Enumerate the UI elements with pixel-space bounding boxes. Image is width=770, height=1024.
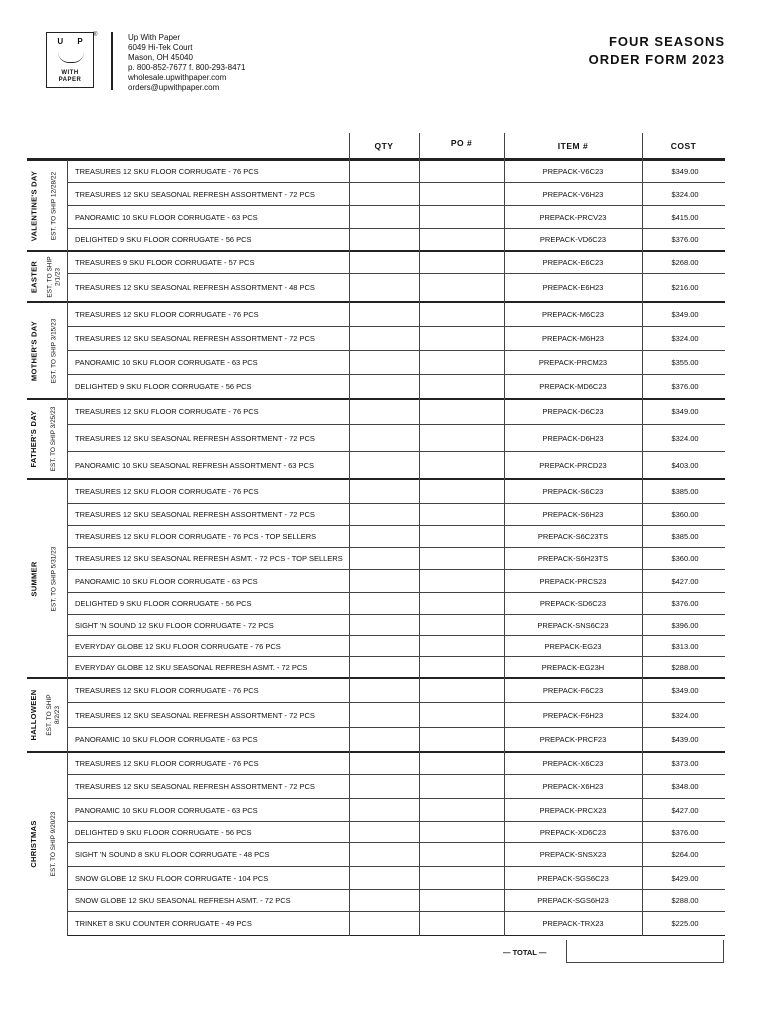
- item-cost: $216.00: [671, 283, 699, 292]
- qty-input[interactable]: [349, 479, 419, 503]
- item-number: PREPACK-PRCV23: [539, 212, 607, 222]
- qty-input[interactable]: [349, 229, 419, 250]
- item-number: PREPACK-M6C23: [542, 309, 604, 319]
- table-row: [67, 657, 725, 678]
- item-cost: $264.00: [671, 850, 699, 859]
- po-input[interactable]: [419, 160, 504, 182]
- item-cost: $288.00: [671, 896, 699, 905]
- table-row: [67, 752, 725, 775]
- product-description: TREASURES 12 SKU SEASONAL REFRESH ASSORTMENT - 72 PCS: [75, 189, 315, 199]
- ship-date-line: EST. TO SHIP 9/20/23: [50, 811, 57, 877]
- logo-bottom-line: PAPER: [58, 77, 82, 83]
- product-description: SIGHT 'N SOUND 8 SKU FLOOR CORRUGATE - 48 PCS: [75, 850, 270, 859]
- item-number: PREPACK-V6H23: [542, 189, 604, 199]
- qty-input[interactable]: [349, 548, 419, 569]
- item-number: PREPACK-PRCD23: [539, 460, 607, 470]
- ship-date-line: EST. TO SHIP 3/15/23: [50, 318, 57, 383]
- item-cost: $225.00: [671, 919, 699, 928]
- product-description: TREASURES 12 SKU FLOOR CORRUGATE - 76 PCS: [75, 166, 259, 176]
- table-row: [67, 636, 725, 657]
- total-field[interactable]: [566, 940, 724, 963]
- product-description: SNOW GLOBE 12 SKU FLOOR CORRUGATE - 104 PCS: [75, 873, 269, 883]
- item-cost: $373.00: [671, 758, 699, 768]
- season-name: HALLOWEEN: [29, 689, 38, 741]
- qty-input[interactable]: [349, 867, 419, 889]
- item-cost: $268.00: [671, 257, 699, 267]
- po-input[interactable]: [419, 183, 504, 205]
- logo-top-text: U P: [57, 37, 89, 46]
- company-address: [128, 33, 245, 93]
- po-input[interactable]: [419, 728, 504, 751]
- title-line: FOUR SEASONS: [608, 34, 725, 49]
- table-row: [67, 327, 725, 351]
- item-number: PREPACK-V6C23: [542, 166, 604, 176]
- item-header: ITEM #: [557, 140, 589, 151]
- item-cost: $427.00: [671, 805, 699, 815]
- table-row: [67, 375, 725, 399]
- product-description: TREASURES 12 SKU FLOOR CORRUGATE - 76 PCS - TOP SELLERS: [75, 532, 317, 541]
- table-row: [67, 229, 725, 251]
- product-description: PANORAMIC 10 SKU SEASONAL REFRESH ASSORTMENT - 63 PCS: [75, 460, 314, 470]
- product-description: TREASURES 12 SKU FLOOR CORRUGATE - 76 PCS: [75, 758, 259, 768]
- item-cost: $349.00: [671, 685, 699, 695]
- item-number: PREPACK-S6C23: [542, 486, 604, 496]
- season-name: VALENTINE'S DAY: [29, 170, 38, 241]
- section-divider: [27, 398, 725, 400]
- item-number: PREPACK-SNS6C23: [537, 620, 609, 630]
- table-row: [67, 302, 725, 327]
- ship-date: [50, 399, 58, 479]
- table-row: [67, 678, 725, 703]
- season-label-block: [27, 678, 67, 752]
- qty-input[interactable]: [349, 375, 419, 398]
- logo-bottom-line: WITH: [61, 70, 79, 76]
- qty-input[interactable]: [349, 822, 419, 842]
- po-input[interactable]: [419, 775, 504, 798]
- table-row: [67, 351, 725, 375]
- po-input[interactable]: [419, 636, 504, 656]
- qty-input[interactable]: [349, 206, 419, 228]
- season-name: MOTHER'S DAY: [29, 320, 38, 381]
- item-number: PREPACK-M6H23: [542, 334, 604, 343]
- item-cost: $349.00: [671, 309, 699, 319]
- ship-date: [46, 678, 62, 752]
- product-description: SNOW GLOBE 12 SKU SEASONAL REFRESH ASMT. - 72 PCS: [75, 896, 291, 905]
- product-description: TREASURES 12 SKU SEASONAL REFRESH ASSORTMENT - 48 PCS: [75, 283, 315, 292]
- qty-input[interactable]: [349, 799, 419, 821]
- item-cost: $376.00: [671, 382, 699, 391]
- item-cost: $360.00: [671, 510, 699, 519]
- po-input[interactable]: [419, 479, 504, 503]
- ship-date-line: 8/2/23: [53, 705, 61, 725]
- item-number: PREPACK-VD6C23: [539, 235, 607, 244]
- item-number: PREPACK-PRCM23: [538, 358, 608, 367]
- product-description: DELIGHTED 9 SKU FLOOR CORRUGATE - 56 PCS: [75, 827, 252, 837]
- item-number: PREPACK-SGS6C23: [537, 873, 609, 883]
- product-description: TREASURES 12 SKU SEASONAL REFRESH ASSORTMENT - 72 PCS: [75, 433, 315, 443]
- item-number: PREPACK-S6C23TS: [537, 532, 609, 541]
- item-cost: $324.00: [671, 433, 699, 443]
- item-cost: $429.00: [671, 873, 699, 883]
- item-number: PREPACK-PRCX23: [539, 805, 607, 815]
- po-input[interactable]: [419, 251, 504, 273]
- item-number: PREPACK-EG23: [544, 641, 602, 651]
- qty-input[interactable]: [349, 526, 419, 547]
- qty-input[interactable]: [349, 615, 419, 635]
- qty-input[interactable]: [349, 274, 419, 301]
- item-cost: $349.00: [671, 166, 699, 176]
- po-header: PO #: [450, 138, 473, 148]
- qty-input[interactable]: [349, 912, 419, 935]
- product-description: SIGHT 'N SOUND 12 SKU FLOOR CORRUGATE - 72 PCS: [75, 620, 274, 630]
- product-description: PANORAMIC 10 SKU FLOOR CORRUGATE - 63 PCS: [75, 735, 258, 744]
- table-row: [67, 183, 725, 206]
- product-description: PANORAMIC 10 SKU FLOOR CORRUGATE - 63 PCS: [75, 212, 258, 222]
- column-divider: [419, 133, 420, 936]
- qty-input[interactable]: [349, 843, 419, 866]
- item-cost: $403.00: [671, 460, 699, 470]
- season-label-block: [27, 302, 67, 399]
- item-cost: $427.00: [671, 576, 699, 586]
- logo-bottom-text: [47, 70, 93, 84]
- product-description: TREASURES 12 SKU FLOOR CORRUGATE - 76 PCS: [75, 486, 259, 496]
- table-row: [67, 399, 725, 425]
- item-number: PREPACK-E6C23: [542, 257, 604, 267]
- item-number: PREPACK-X6H23: [542, 782, 604, 791]
- po-input[interactable]: [419, 399, 504, 424]
- season-label-block: [27, 251, 67, 302]
- ship-date-line: EST. TO SHIP: [46, 255, 53, 298]
- section-divider: [27, 751, 725, 753]
- item-cost: $348.00: [671, 782, 699, 791]
- season-name: SUMMER: [29, 560, 38, 597]
- item-number: PREPACK-PRCS23: [539, 576, 607, 586]
- cost-header: COST: [670, 140, 697, 151]
- product-description: TREASURES 12 SKU SEASONAL REFRESH ASSORTMENT - 72 PCS: [75, 782, 315, 791]
- product-description: DELIGHTED 9 SKU FLOOR CORRUGATE - 56 PCS: [75, 382, 252, 391]
- ship-date-line: EST. TO SHIP 5/31/23: [50, 546, 57, 611]
- qty-input[interactable]: [349, 570, 419, 592]
- product-description: TREASURES 12 SKU SEASONAL REFRESH ASSORTMENT - 72 PCS: [75, 710, 315, 720]
- qty-input[interactable]: [349, 728, 419, 751]
- item-number: PREPACK-MD6C23: [539, 382, 607, 391]
- product-description: TREASURES 9 SKU FLOOR CORRUGATE - 57 PCS: [75, 257, 255, 267]
- product-description: EVERYDAY GLOBE 12 SKU SEASONAL REFRESH ASMT. - 72 PCS: [75, 662, 308, 672]
- item-number: PREPACK-SD6C23: [539, 599, 607, 608]
- product-description: PANORAMIC 10 SKU FLOOR CORRUGATE - 63 PCS: [75, 576, 258, 586]
- item-cost: $396.00: [671, 620, 699, 630]
- po-input[interactable]: [419, 548, 504, 569]
- season-name: EASTER: [29, 260, 38, 293]
- table-row: [67, 570, 725, 593]
- po-input[interactable]: [419, 867, 504, 889]
- column-divider: [349, 133, 350, 936]
- qty-input[interactable]: [349, 657, 419, 677]
- section-divider: [27, 301, 725, 303]
- item-number: PREPACK-F6C23: [542, 685, 604, 695]
- table-row: [67, 160, 725, 183]
- table-header: [27, 133, 725, 159]
- qty-input[interactable]: [349, 504, 419, 525]
- qty-input[interactable]: [349, 251, 419, 273]
- item-cost: $439.00: [671, 735, 699, 744]
- qty-input[interactable]: [349, 890, 419, 911]
- ship-date: [46, 251, 62, 302]
- qty-input[interactable]: [349, 452, 419, 478]
- qty-input[interactable]: [349, 775, 419, 798]
- table-row: [67, 479, 725, 504]
- registered-mark: ®: [93, 32, 98, 38]
- po-input[interactable]: [419, 327, 504, 350]
- item-cost: $376.00: [671, 235, 699, 244]
- item-number: PREPACK-TRX23: [542, 919, 604, 928]
- po-input[interactable]: [419, 678, 504, 702]
- ship-date: [50, 160, 58, 251]
- po-input[interactable]: [419, 843, 504, 866]
- qty-input[interactable]: [349, 425, 419, 451]
- item-number: PREPACK-EG23H: [541, 662, 605, 672]
- item-number: PREPACK-D6H23: [542, 433, 604, 443]
- item-cost: $313.00: [671, 641, 699, 651]
- item-number: PREPACK-X6C23: [542, 758, 604, 768]
- section-divider: [27, 250, 725, 252]
- table-row: [67, 728, 725, 752]
- item-number: PREPACK-S6H23: [542, 510, 604, 519]
- po-input[interactable]: [419, 425, 504, 451]
- po-input[interactable]: [419, 890, 504, 911]
- season-label-block: [27, 399, 67, 479]
- table-row: [67, 867, 725, 890]
- ship-date-line: 2/1/23: [53, 267, 61, 286]
- po-input[interactable]: [419, 912, 504, 935]
- item-cost: $324.00: [671, 334, 699, 343]
- po-input[interactable]: [419, 351, 504, 374]
- company-logo: [46, 32, 94, 88]
- qty-input[interactable]: [349, 351, 419, 374]
- po-input[interactable]: [419, 752, 504, 774]
- po-input[interactable]: [419, 229, 504, 250]
- page-title: [589, 33, 725, 69]
- table-row: [67, 251, 725, 274]
- section-divider: [27, 677, 725, 679]
- item-cost: $415.00: [671, 212, 699, 222]
- po-input[interactable]: [419, 504, 504, 525]
- section-divider: [27, 159, 725, 161]
- item-cost: $385.00: [671, 532, 699, 541]
- website: wholesale.upwithpaper.com: [128, 73, 227, 82]
- po-input[interactable]: [419, 615, 504, 635]
- ship-date: [50, 302, 58, 399]
- qty-input[interactable]: [349, 636, 419, 656]
- qty-header: QTY: [374, 140, 394, 151]
- po-input[interactable]: [419, 274, 504, 301]
- section-divider: [27, 478, 725, 480]
- item-number: PREPACK-F6H23: [542, 710, 604, 720]
- po-input[interactable]: [419, 206, 504, 228]
- item-cost: $360.00: [671, 554, 699, 563]
- table-row: [67, 703, 725, 728]
- qty-input[interactable]: [349, 678, 419, 702]
- table-row: [67, 799, 725, 822]
- product-description: EVERYDAY GLOBE 12 SKU FLOOR CORRUGATE - 76 PCS: [75, 641, 281, 651]
- header-divider: [111, 32, 113, 90]
- product-description: PANORAMIC 10 SKU FLOOR CORRUGATE - 63 PCS: [75, 805, 258, 815]
- product-description: TREASURES 12 SKU FLOOR CORRUGATE - 76 PCS: [75, 407, 259, 416]
- product-description: TREASURES 12 SKU SEASONAL REFRESH ASSORTMENT - 72 PCS: [75, 510, 315, 519]
- column-divider: [504, 133, 505, 936]
- column-divider: [67, 160, 68, 936]
- company-name: Up With Paper: [128, 33, 181, 42]
- title-line: ORDER FORM 2023: [588, 52, 725, 67]
- qty-input[interactable]: [349, 302, 419, 326]
- total-label: — TOTAL —: [503, 948, 547, 957]
- season-label-block: [27, 479, 67, 678]
- po-input[interactable]: [419, 657, 504, 677]
- table-row: [67, 274, 725, 302]
- season-name: CHRISTMAS: [29, 820, 38, 868]
- smile-icon: [58, 52, 84, 63]
- po-input[interactable]: [419, 799, 504, 821]
- po-input[interactable]: [419, 526, 504, 547]
- po-input[interactable]: [419, 302, 504, 326]
- street-address: 6049 Hi-Tek Court: [128, 43, 193, 52]
- item-cost: $385.00: [671, 486, 699, 496]
- table-row: [67, 775, 725, 799]
- item-cost: $324.00: [671, 189, 699, 199]
- item-cost: $376.00: [671, 599, 699, 608]
- season-name: FATHER'S DAY: [29, 410, 38, 468]
- city-state-zip: Mason, OH 45040: [128, 53, 193, 62]
- item-number: PREPACK-D6C23: [542, 407, 604, 416]
- item-cost: $288.00: [671, 662, 699, 672]
- season-label-block: [27, 160, 67, 251]
- po-input[interactable]: [419, 452, 504, 478]
- qty-input[interactable]: [349, 399, 419, 424]
- ship-date-line: EST. TO SHIP 12/28/22: [50, 171, 57, 240]
- ship-date-line: EST. TO SHIP 3/25/23: [50, 406, 57, 472]
- item-number: PREPACK-E6H23: [542, 283, 604, 292]
- item-cost: $349.00: [671, 407, 699, 416]
- table-row: [67, 843, 725, 867]
- product-description: TRINKET 8 SKU COUNTER CORRUGATE - 49 PCS: [75, 919, 252, 928]
- po-input[interactable]: [419, 570, 504, 592]
- product-description: TREASURES 12 SKU FLOOR CORRUGATE - 76 PCS: [75, 309, 259, 319]
- qty-input[interactable]: [349, 593, 419, 614]
- ship-date-line: EST. TO SHIP: [46, 694, 53, 736]
- po-input[interactable]: [419, 375, 504, 398]
- table-row: [67, 912, 725, 936]
- item-number: PREPACK-SGS6H23: [537, 896, 609, 905]
- product-description: TREASURES 12 SKU SEASONAL REFRESH ASMT. - 72 PCS - TOP SELLERS: [75, 554, 343, 563]
- table-row: [67, 822, 725, 843]
- item-cost: $376.00: [671, 827, 699, 837]
- po-input[interactable]: [419, 593, 504, 614]
- column-divider: [642, 133, 643, 936]
- table-row: [67, 890, 725, 912]
- item-number: PREPACK-PRCF23: [539, 735, 607, 744]
- po-input[interactable]: [419, 822, 504, 842]
- ship-date: [50, 479, 58, 678]
- product-description: DELIGHTED 9 SKU FLOOR CORRUGATE - 56 PCS: [75, 235, 252, 244]
- item-number: PREPACK-SNSX23: [539, 850, 607, 859]
- email: orders@upwithpaper.com: [128, 83, 220, 92]
- table-row: [67, 548, 725, 570]
- table-row: [67, 593, 725, 615]
- table-row: [67, 615, 725, 636]
- qty-input[interactable]: [349, 327, 419, 350]
- ship-date: [50, 752, 58, 936]
- table-row: [67, 425, 725, 452]
- item-number: PREPACK-XD6C23: [539, 827, 607, 837]
- table-row: [67, 526, 725, 548]
- product-description: PANORAMIC 10 SKU FLOOR CORRUGATE - 63 PCS: [75, 358, 258, 367]
- item-number: PREPACK-S6H23TS: [537, 554, 609, 563]
- product-description: TREASURES 12 SKU FLOOR CORRUGATE - 76 PCS: [75, 685, 259, 695]
- phone-fax: p. 800-852-7677 f. 800-293-8471: [128, 63, 246, 72]
- qty-input[interactable]: [349, 703, 419, 727]
- product-description: DELIGHTED 9 SKU FLOOR CORRUGATE - 56 PCS: [75, 599, 252, 608]
- qty-input[interactable]: [349, 752, 419, 774]
- item-cost: $355.00: [671, 358, 699, 367]
- item-cost: $324.00: [671, 710, 699, 720]
- table-row: [67, 504, 725, 526]
- product-description: TREASURES 12 SKU SEASONAL REFRESH ASSORTMENT - 72 PCS: [75, 334, 315, 343]
- po-input[interactable]: [419, 703, 504, 727]
- table-row: [67, 452, 725, 479]
- qty-input[interactable]: [349, 160, 419, 182]
- season-label-block: [27, 752, 67, 936]
- table-row: [67, 206, 725, 229]
- qty-input[interactable]: [349, 183, 419, 205]
